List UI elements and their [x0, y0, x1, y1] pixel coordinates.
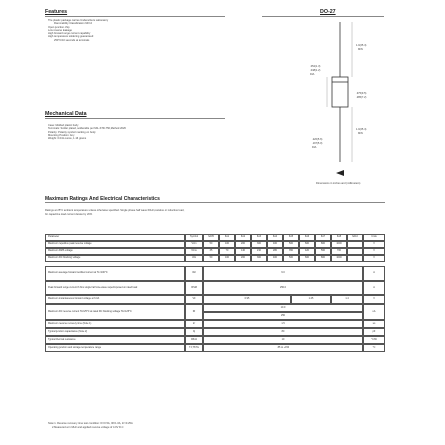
- table-header-cell: Symbol: [185, 234, 203, 241]
- features-title: Features: [45, 9, 68, 15]
- feature-item: Flammability Classification 94V-0: [54, 22, 93, 26]
- table-row-symbol: Cj: [185, 328, 203, 336]
- table-cell-value: 140: [235, 248, 251, 255]
- table-header-cell: 6A6: [299, 234, 315, 241]
- table-cell-value: 10.0: [203, 304, 363, 312]
- table-cell-value: 1000: [331, 241, 347, 248]
- table-header-cell: 6A10: [347, 234, 363, 241]
- table-cell-value: 560: [315, 248, 331, 255]
- table-cell-empty: [347, 241, 363, 248]
- table-row-parameter: Maximum average forward rectified current at TL=100°C: [45, 266, 185, 281]
- table-row-unit: °C/W: [363, 336, 385, 344]
- table-row-symbol: IR: [185, 304, 203, 320]
- table-cell-value: 0.95: [203, 295, 291, 304]
- table-row-unit: V: [363, 255, 385, 262]
- dim-label: DIA: [310, 73, 315, 76]
- features-list: [48, 19, 108, 42]
- footnote: 2.Measured at 1 MHz and applied reverse voltage of 4.0V D.C: [52, 426, 124, 429]
- table-row-unit: A: [363, 281, 385, 295]
- table-row-parameter: Maximum DC reverse current TA=25°C at rated DC blocking voltage TA=125°C: [45, 304, 185, 320]
- table-row-unit: us: [363, 320, 385, 328]
- table-row-parameter: Typical thermal resistance: [45, 336, 185, 344]
- table-cell-value: 600: [299, 255, 315, 262]
- table-cell-value: 300: [251, 241, 267, 248]
- table-cell-value: 1.5: [203, 320, 363, 328]
- table-row-parameter: Maximum instantaneous forward voltage at 6.0A: [45, 295, 185, 304]
- table-cell-value: 800: [315, 255, 331, 262]
- table-row-symbol: Vrrm: [185, 241, 203, 248]
- table-row-symbol: IFSM: [185, 281, 203, 295]
- table-cell-empty: [347, 255, 363, 262]
- dim-label: .052(1.3): [310, 65, 321, 68]
- ratings-title: Maximum Ratings And Electrical Characteristics: [45, 196, 160, 202]
- table-cell-value: 80: [203, 328, 363, 336]
- ratings-note: Ratings at 25°C ambient temperature unless otherwise specified. Single phase half wave 60Hz,resistive or inductive load,: [45, 209, 185, 212]
- table-header-cell: 6A3: [251, 234, 267, 241]
- table-cell-value: 250: [203, 312, 363, 320]
- mechanical-item: Weight: 0.041 ounce, 1.16 grams: [48, 137, 87, 141]
- table-row-symbol: IAV: [185, 266, 203, 281]
- table-cell-value: 250.0: [203, 281, 363, 295]
- dim-label: MIN: [358, 48, 363, 51]
- table-cell-value: 500: [283, 255, 299, 262]
- polarity-arrow-icon: [336, 170, 344, 176]
- table-cell-value: 10: [203, 336, 363, 344]
- feature-item: The plastic package carries Underwriters Laboratory: [48, 19, 109, 22]
- table-cell-value: 100: [219, 255, 235, 262]
- feature-item: High forward surge current capability: [48, 32, 91, 36]
- table-cell-value: 800: [315, 241, 331, 248]
- table-row-unit: °C: [363, 344, 385, 352]
- feature-item: Low reverse leakage: [48, 28, 72, 32]
- table-row-parameter: Typical junction capacitance (Note 2): [45, 328, 185, 336]
- table-row-parameter: Maximum RMS voltage: [45, 248, 185, 255]
- package-name: DO-27: [320, 9, 336, 15]
- table-cell-value: 420: [299, 248, 315, 255]
- table-row-unit: V: [363, 241, 385, 248]
- table-cell-value: 1.25: [291, 295, 331, 304]
- table-header-cell: 6A8: [331, 234, 347, 241]
- table-row-symbol: RθJA: [185, 336, 203, 344]
- table-cell-value: 700: [331, 248, 347, 255]
- table-row-parameter: Maximum reverse recovery time (Note 1): [45, 320, 185, 328]
- table-cell-value: 100: [219, 241, 235, 248]
- package-underline: [262, 16, 384, 17]
- table-cell-value: 6.0: [203, 266, 363, 281]
- table-cell-value: 50: [203, 241, 219, 248]
- mechanical-underline: [45, 118, 225, 119]
- table-row-unit: V: [363, 295, 385, 304]
- table-header-cell: 6A2: [235, 234, 251, 241]
- feature-item: High temperature soldering guaranteed:: [48, 35, 94, 39]
- mechanical-item: Mounting Position: Any: [48, 133, 75, 137]
- mechanical-item: Polarity: Polarity symbol marking on body: [48, 130, 96, 134]
- table-cell-value: 1000: [331, 255, 347, 262]
- package-caption: Dimensions in inches and (millimeters): [316, 182, 361, 185]
- table-header-cell: Units: [363, 234, 385, 241]
- mechanical-item: Case: Molded plastic body: [48, 124, 79, 127]
- dim-label: DIA: [312, 146, 317, 149]
- table-row-symbol: TJ,TSTG: [185, 344, 203, 352]
- table-cell-empty: [347, 248, 363, 255]
- table-cell-value: 50: [203, 255, 219, 262]
- mechanical-item: Terminals: Solder plated, solderable per MIL-STD-750,Method 2026: [48, 127, 126, 131]
- table-cell-value: 70: [219, 248, 235, 255]
- table-row-parameter: Operating junction and storage temperature range: [45, 344, 185, 352]
- feature-item: 250°C/10 seconds at terminals: [54, 38, 90, 42]
- package-outline-drawing: [300, 22, 380, 172]
- table-row-symbol: VF: [185, 295, 203, 304]
- dim-label: .285(7.2): [356, 96, 367, 99]
- table-cell-value: 35: [203, 248, 219, 255]
- dim-label: .375(9.5): [356, 92, 367, 95]
- table-cell-value: 400: [267, 241, 283, 248]
- table-row-parameter: Maximum DC blocking voltage: [45, 255, 185, 262]
- feature-item: Open junction chip: [48, 25, 70, 29]
- footnote: Note:1. Reverse recovery time test condition: IF=0.5A, IR=1.0A, Irr=0.25A: [48, 422, 133, 425]
- mechanical-list: [48, 124, 126, 140]
- table-row-symbol: Vrms: [185, 248, 203, 255]
- dim-label: 1.0(25.4): [356, 44, 367, 47]
- table-row-symbol: Vdc: [185, 255, 203, 262]
- table-cell-value: 500: [283, 241, 299, 248]
- table-header-cell: 6A5: [283, 234, 299, 241]
- table-cell-value: 210: [251, 248, 267, 255]
- table-cell-value: -55 to +150: [203, 344, 363, 352]
- table-header-parameter: Parameter: [45, 234, 185, 241]
- table-row-unit: A: [363, 266, 385, 281]
- dim-label: .048(1.2): [310, 69, 321, 72]
- ratings-note: for capacitive load current derate by 20%: [45, 213, 93, 216]
- features-underline: [45, 16, 225, 17]
- table-row-symbol: trr: [185, 320, 203, 328]
- dim-label: 1.0(25.4): [356, 128, 367, 131]
- table-cell-value: 350: [283, 248, 299, 255]
- table-cell-value: 1.4: [331, 295, 363, 304]
- table-header-cell: 6A1: [219, 234, 235, 241]
- table-header-cell: 6A05: [203, 234, 219, 241]
- dim-label: .220(5.6): [312, 138, 323, 141]
- table-row-parameter: Peak forward surge current 8.3ms single half sine-wave superimposed on rated load: [45, 281, 185, 295]
- table-cell-value: 600: [299, 241, 315, 248]
- table-header-cell: 6A7: [315, 234, 331, 241]
- table-header-cell: 6A4: [267, 234, 283, 241]
- table-cell-value: 400: [267, 255, 283, 262]
- table-cell-value: 200: [235, 255, 251, 262]
- table-row-unit: uA: [363, 304, 385, 320]
- table-cell-value: 300: [251, 255, 267, 262]
- ratings-underline: [45, 202, 385, 203]
- table-cell-value: 200: [235, 241, 251, 248]
- dim-label: .197(5.0): [312, 142, 323, 145]
- mechanical-title: Mechanical Data: [45, 111, 87, 117]
- table-cell-value: 280: [267, 248, 283, 255]
- table-row-unit: V: [363, 248, 385, 255]
- table-row-unit: pF: [363, 328, 385, 336]
- table-row-parameter: Maximum repetitive peak reverse voltage: [45, 241, 185, 248]
- dim-label: MIN: [358, 132, 363, 135]
